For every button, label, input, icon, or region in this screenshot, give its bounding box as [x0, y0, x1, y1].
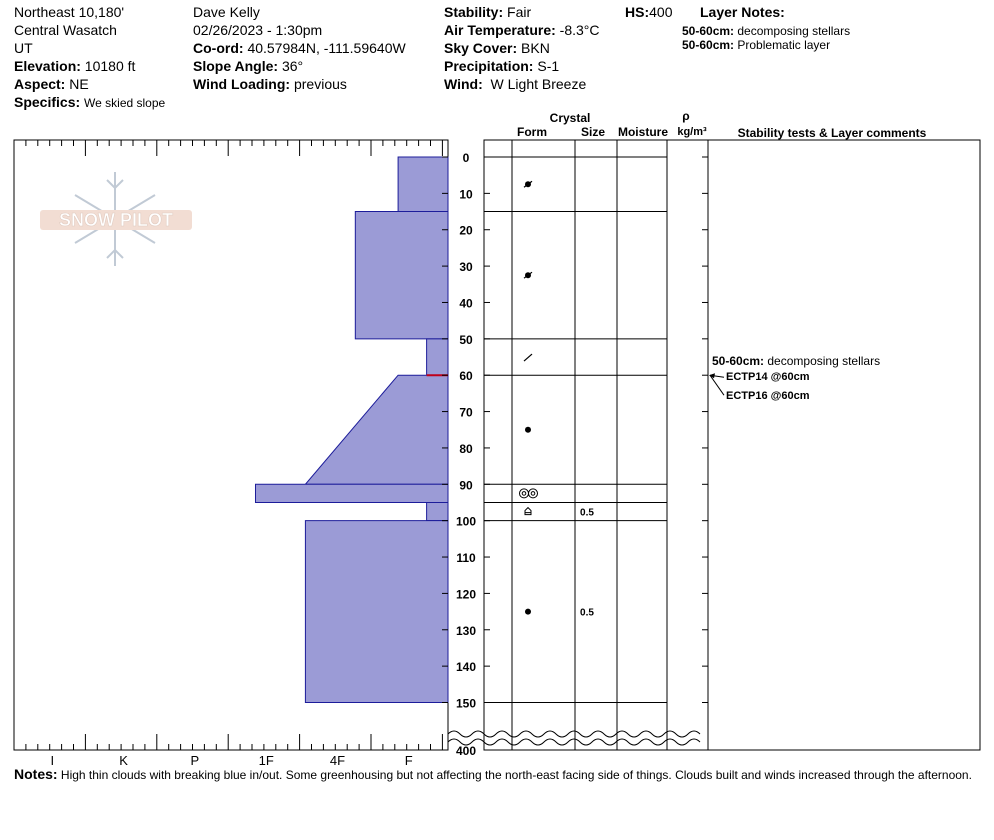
- x-tick-label: 1F: [258, 753, 274, 768]
- y-tick-label: 100: [455, 514, 477, 529]
- y-tick-label: 30: [459, 260, 473, 275]
- size-value: 0.5: [580, 507, 594, 519]
- footer-text: High thin clouds with breaking blue in/out. Some greenhousing but not affecting the north-east facing side of things. Clouds built and winds increased through the afternoon.: [60, 768, 972, 782]
- y-tick-label: 70: [459, 405, 473, 420]
- observer: Dave Kelly: [193, 4, 260, 20]
- layer-table-frame: [484, 140, 708, 750]
- airtemp: -8.3°C: [559, 22, 600, 38]
- elevation-label: Elevation:: [14, 58, 81, 74]
- y-bottom-label: 400: [455, 744, 477, 758]
- wind: W Light Breeze: [490, 76, 587, 92]
- precip: S-1: [537, 58, 560, 74]
- slope: 36°: [281, 58, 304, 74]
- y-tick-label: 130: [455, 623, 477, 638]
- y-tick-label: 110: [456, 551, 476, 566]
- depth-hoar-icon: [525, 508, 531, 515]
- logo-text: SNOW PILOT: [59, 210, 173, 230]
- layer-comment-text: decomposing stellars: [767, 354, 881, 368]
- x-tick-label: K: [119, 753, 128, 768]
- stability-tests-header: Stability tests & Layer comments: [737, 126, 927, 140]
- x-tick-label: I: [50, 753, 55, 768]
- wind-label: Wind:: [444, 76, 483, 92]
- moisture-header: Moisture: [617, 125, 669, 139]
- windload-label: Wind Loading:: [193, 76, 291, 92]
- x-tick-label: 4F: [329, 753, 346, 768]
- range: Central Wasatch: [14, 22, 117, 38]
- comments-frame: [708, 140, 980, 750]
- layer-bar: [355, 212, 448, 339]
- datetime: 02/26/2023 - 1:30pm: [193, 22, 323, 38]
- snowpilot-logo: [40, 172, 192, 266]
- y-tick-label: 140: [455, 660, 477, 675]
- coord-label: Co-ord:: [193, 40, 244, 56]
- x-tick-label: F: [404, 753, 413, 768]
- windload: previous: [293, 76, 347, 92]
- x-tick-label: P: [190, 753, 200, 768]
- rounded-grains-icon: [525, 609, 531, 615]
- density-unit-header: kg/m³: [677, 126, 707, 138]
- airtemp-label: Air Temperature:: [444, 22, 556, 38]
- precipitation-particles-icon: [524, 181, 532, 187]
- layer-note-range: 50-60cm:: [682, 24, 735, 38]
- precipitation-particles-icon: [524, 272, 532, 278]
- y-tick-label: 80: [459, 441, 473, 456]
- sky: BKN: [521, 40, 550, 56]
- precip-label: Precipitation:: [444, 58, 534, 74]
- stability-label: Stability:: [444, 4, 504, 20]
- size-header: Size: [580, 125, 606, 139]
- stability-test-label: ECTP16 @60cm: [726, 390, 810, 403]
- footer-label: Notes:: [14, 766, 58, 782]
- y-tick-label: 90: [459, 478, 473, 493]
- slope-label: Slope Angle:: [193, 58, 279, 74]
- melt-outer: [529, 489, 538, 498]
- y-tick-label: 60: [459, 369, 473, 384]
- hs: 400: [649, 4, 673, 20]
- coord: 40.57984N, -111.59640W: [247, 40, 406, 56]
- layer-bar: [427, 502, 448, 520]
- specifics-label: Specifics:: [14, 94, 81, 110]
- stability: Fair: [507, 4, 532, 20]
- melt-forms-icon: [520, 489, 538, 498]
- rounded-grains-icon: [525, 427, 531, 433]
- rho-header: ρ: [682, 109, 690, 123]
- layer-comment-range: 50-60cm:: [712, 354, 765, 368]
- melt-inner: [531, 492, 535, 496]
- stability-tests: [709, 371, 810, 402]
- layer-note-range: 50-60cm:: [682, 38, 735, 52]
- layer-note-text: Problematic layer: [737, 38, 831, 52]
- layer-bars: [255, 157, 448, 703]
- aspect: NE: [69, 76, 89, 92]
- sky-label: Sky Cover:: [444, 40, 518, 56]
- test-pointer: [710, 375, 724, 395]
- decomposing-fragment-icon: [524, 354, 532, 361]
- y-tick-label: 150: [455, 696, 477, 711]
- aspect-label: Aspect:: [14, 76, 66, 92]
- layer-bar: [305, 521, 448, 703]
- axis-break-icon: [448, 731, 700, 745]
- melt-inner: [522, 492, 526, 496]
- layer-bar: [398, 157, 448, 212]
- layer-notes-label: Layer Notes:: [700, 4, 785, 20]
- state: UT: [14, 40, 33, 56]
- footer-notes: [14, 766, 972, 782]
- y-tick-label: 20: [459, 223, 473, 238]
- hs-label: HS:: [625, 4, 650, 20]
- stability-test-label: ECTP14 @60cm: [726, 371, 810, 384]
- layer-bar: [305, 375, 448, 484]
- layer-note-text: decomposing stellars: [737, 24, 851, 38]
- layer-comment: [712, 354, 880, 368]
- form-header: Form: [517, 125, 547, 139]
- crystal-header: Crystal: [549, 111, 591, 125]
- y-tick-label: 120: [455, 587, 477, 602]
- y-tick-label: 0: [462, 151, 470, 165]
- location: Northeast 10,180': [14, 4, 125, 20]
- elevation: 10180 ft: [84, 58, 136, 74]
- y-tick-label: 40: [459, 296, 473, 311]
- specifics: We skied slope: [84, 96, 166, 110]
- y-tick-label: 50: [459, 332, 473, 347]
- size-value: 0.5: [580, 607, 594, 619]
- layer-bar: [255, 484, 448, 502]
- layer-bar: [427, 339, 448, 375]
- melt-outer: [520, 489, 529, 498]
- y-tick-label: 10: [459, 187, 473, 202]
